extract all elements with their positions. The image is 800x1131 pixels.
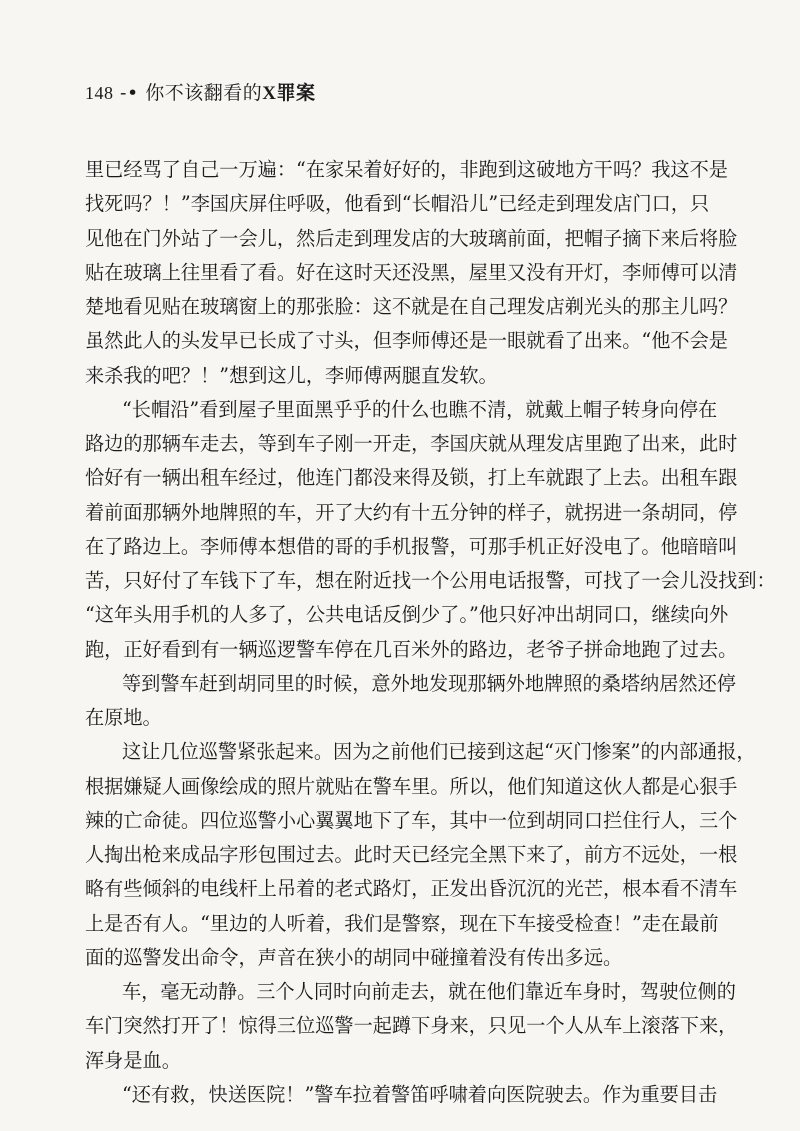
body-line: 贴在玻璃上往里看了看。好在这时天还没黑，屋里又没有开灯，李师傅可以清 <box>85 261 738 284</box>
page-number: 148 <box>85 83 114 103</box>
book-title-suffix: 罪案 <box>276 82 316 104</box>
body-line: 楚地看见贴在玻璃窗上的那张脸：这不就是在自己理发店剃光头的那主儿吗？ <box>85 295 738 318</box>
body-line: 略有些倾斜的电线杆上吊着的老式路灯，正发出昏沉沉的光芒，根本看不清车 <box>85 877 738 900</box>
body-line: “长帽沿”看到屋子里面黑乎乎的什么也瞧不清，就戴上帽子转身向停在 <box>122 398 718 421</box>
body-line: 根据嫌疑人画像绘成的照片就贴在警车里。所以，他们知道这伙人都是心狠手 <box>85 775 738 798</box>
body-line: 恰好有一辆出租车经过，他连门都没来得及锁，打上车就跟了上去。出租车跟 <box>85 466 738 489</box>
body-line: 等到警车赶到胡同里的时候，意外地发现那辆外地牌照的桑塔纳居然还停 <box>122 672 736 695</box>
body-line: 跑，正好看到有一辆巡逻警车停在几百米外的路边，老爷子拼命地跑了过去。 <box>85 638 738 661</box>
header-separator: -• <box>120 82 139 104</box>
body-line: 浑身是血。 <box>85 1049 181 1072</box>
body-line: 车门突然打开了！惊得三位巡警一起蹲下身来，只见一个人从车上滚落下来， <box>85 1014 738 1037</box>
body-line: 面的巡警发出命令，声音在狭小的胡同中碰撞着没有传出多远。 <box>85 946 623 969</box>
body-line: 里已经骂了自己一万遍：“在家呆着好好的，非跑到这破地方干吗？我这不是 <box>85 158 728 181</box>
body-line: 苦，只好付了车钱下了车，想在附近找一个公用电话报警，可找了一会儿没找到： <box>85 569 776 592</box>
book-title-prefix: 你不该翻看的 <box>145 82 263 104</box>
running-header <box>85 78 316 105</box>
body-line: 辣的亡命徒。四位巡警小心翼翼地下了车，其中一位到胡同口拦住行人，三个 <box>85 809 738 832</box>
body-line: 车，毫无动静。三个人同时向前走去，就在他们靠近车身时，驾驶位侧的 <box>122 980 736 1003</box>
body-line: 在原地。 <box>85 706 162 729</box>
body-line: 找死吗？！”李国庆屏住呼吸，他看到“长帽沿儿”已经走到理发店门口，只 <box>85 192 710 215</box>
body-line: “还有救，快送医院！”警车拉着警笛呼啸着向医院驶去。作为重要目击 <box>122 1083 718 1106</box>
body-line: “这年头用手机的人多了，公共电话反倒少了。”他只好冲出胡同口，继续向外 <box>85 603 729 626</box>
body-line: 来杀我的吧？！”想到这儿，李师傅两腿直发软。 <box>85 364 498 387</box>
body-line: 见他在门外站了一会儿，然后走到理发店的大玻璃前面，把帽子摘下来后将脸 <box>85 227 738 250</box>
body-line: 人掏出枪来成品字形包围过去。此时天已经完全黑下来了，前方不远处，一根 <box>85 843 738 866</box>
body-line: 这让几位巡警紧张起来。因为之前他们已接到这起“灭门惨案”的内部通报， <box>122 740 756 763</box>
body-line: 在了路边上。李师傅本想借的哥的手机报警，可那手机正好没电了。他暗暗叫 <box>85 535 738 558</box>
body-line: 着前面那辆外地牌照的车，开了大约有十五分钟的样子，就拐进一条胡同，停 <box>85 501 738 524</box>
body-line: 虽然此人的头发早已长成了寸头，但李师傅还是一眼就看了出来。“他不会是 <box>85 329 728 352</box>
book-title-latin: X <box>262 83 277 104</box>
body-line: 路边的那辆车走去，等到车子刚一开走，李国庆就从理发店里跑了出来，此时 <box>85 432 738 455</box>
body-line: 上是否有人。“里边的人听着，我们是警察，现在下车接受检查！”走在最前 <box>85 912 719 935</box>
